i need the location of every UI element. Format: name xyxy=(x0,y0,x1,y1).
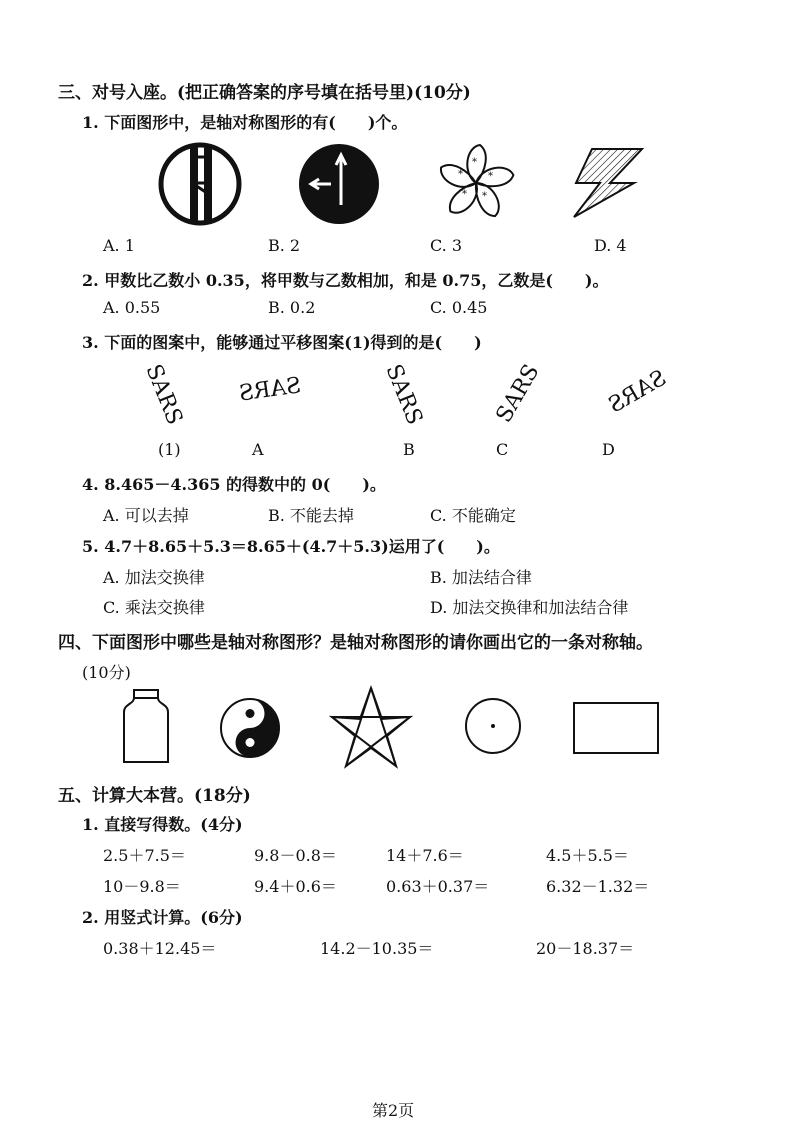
vertical-calc-item: 20－18.37＝ xyxy=(536,939,635,958)
q1-figure-b xyxy=(297,143,383,227)
q3-pattern-1 xyxy=(128,360,198,430)
q4-text: 4. 8.465－4.365 的得数中的 0( )。 xyxy=(82,475,386,494)
svg-text:*: * xyxy=(458,169,463,180)
q2-option-b: B. 0.2 xyxy=(268,298,316,317)
svg-text:*: * xyxy=(482,191,487,202)
q2-text: 2. 甲数比乙数小 0.35，将甲数与乙数相加，和是 0.75，乙数是( )。 xyxy=(82,271,609,290)
calc-item: 14＋7.6＝ xyxy=(386,846,464,865)
rectangle-shape xyxy=(572,701,662,755)
vertical-calc-item: 0.38＋12.45＝ xyxy=(103,939,217,958)
svg-text:SARS: SARS xyxy=(491,360,545,427)
vertical-calc-item: 14.2－10.35＝ xyxy=(320,939,434,958)
svg-text:*: * xyxy=(462,189,467,200)
section-3-title: 三、对号入座。(把正确答案的序号填在括号里)(10分) xyxy=(58,83,471,103)
star-shape xyxy=(330,686,412,768)
calc-item: 10－9.8＝ xyxy=(103,877,181,896)
yin-yang-shape xyxy=(219,697,281,759)
q3-pattern-a xyxy=(232,370,312,410)
q5-option-b: B. 加法结合律 xyxy=(430,568,532,587)
q5-option-a: A. 加法交换律 xyxy=(103,568,205,587)
svg-text:*: * xyxy=(488,171,493,182)
q1-text: 1. 下面图形中，是轴对称图形的有( )个。 xyxy=(82,113,408,132)
q4-option-c: C. 不能确定 xyxy=(430,506,516,525)
q3-label-a: A xyxy=(252,440,264,459)
q1-figure-d xyxy=(572,145,644,221)
calc-item: 6.32－1.32＝ xyxy=(546,877,650,896)
section-4-score: (10分) xyxy=(82,663,131,682)
q3-label-c: C xyxy=(496,440,509,459)
s5-q1-text: 1. 直接写得数。(4分) xyxy=(82,815,243,834)
q3-label-b: B xyxy=(403,440,415,459)
calc-item: 9.8－0.8＝ xyxy=(254,846,337,865)
calc-item: 9.4＋0.6＝ xyxy=(254,877,337,896)
svg-text:SARS: SARS xyxy=(237,373,303,407)
q1-figure-a xyxy=(156,143,246,227)
q1-option-a: A. 1 xyxy=(103,236,135,255)
svg-text:SARS: SARS xyxy=(140,360,188,429)
svg-text:SARS: SARS xyxy=(604,365,671,419)
calc-item: 0.63＋0.37＝ xyxy=(386,877,490,896)
q3-text: 3. 下面的图案中，能够通过平移图案(1)得到的是( ) xyxy=(82,333,482,352)
q5-option-d: D. 加法交换律和加法结合律 xyxy=(430,598,629,617)
q4-option-b: B. 不能去掉 xyxy=(268,506,354,525)
q3-pattern-c xyxy=(491,360,564,430)
q3-pattern-b xyxy=(368,360,438,430)
q2-option-c: C. 0.45 xyxy=(430,298,488,317)
svg-text:SARS: SARS xyxy=(380,360,428,429)
q4-option-a: A. 可以去掉 xyxy=(103,506,189,525)
q1-option-b: B. 2 xyxy=(268,236,301,255)
q1-option-c: C. 3 xyxy=(430,236,463,255)
q3-label-d: D xyxy=(602,440,615,459)
section-5-title: 五、计算大本营。(18分) xyxy=(58,786,251,806)
page-number: 第2页 xyxy=(372,1101,415,1120)
jar-shape xyxy=(120,688,172,764)
q5-text: 5. 4.7＋8.65＋5.3＝8.65＋(4.7＋5.3)运用了( )。 xyxy=(82,537,500,556)
q5-option-c: C. 乘法交换律 xyxy=(103,598,205,617)
q1-figure-c xyxy=(433,140,519,226)
svg-text:*: * xyxy=(472,157,477,168)
calc-item: 4.5＋5.5＝ xyxy=(546,846,629,865)
s5-q2-text: 2. 用竖式计算。(6分) xyxy=(82,908,243,927)
section-4-title: 四、下面图形中哪些是轴对称图形？是轴对称图形的请你画出它的一条对称轴。 xyxy=(58,633,653,653)
q2-option-a: A. 0.55 xyxy=(103,298,161,317)
q3-pattern-d xyxy=(598,364,674,424)
q3-label-1: (1) xyxy=(158,440,181,459)
circle-shape xyxy=(463,696,523,756)
q1-option-d: D. 4 xyxy=(594,236,627,255)
calc-item: 2.5＋7.5＝ xyxy=(103,846,186,865)
